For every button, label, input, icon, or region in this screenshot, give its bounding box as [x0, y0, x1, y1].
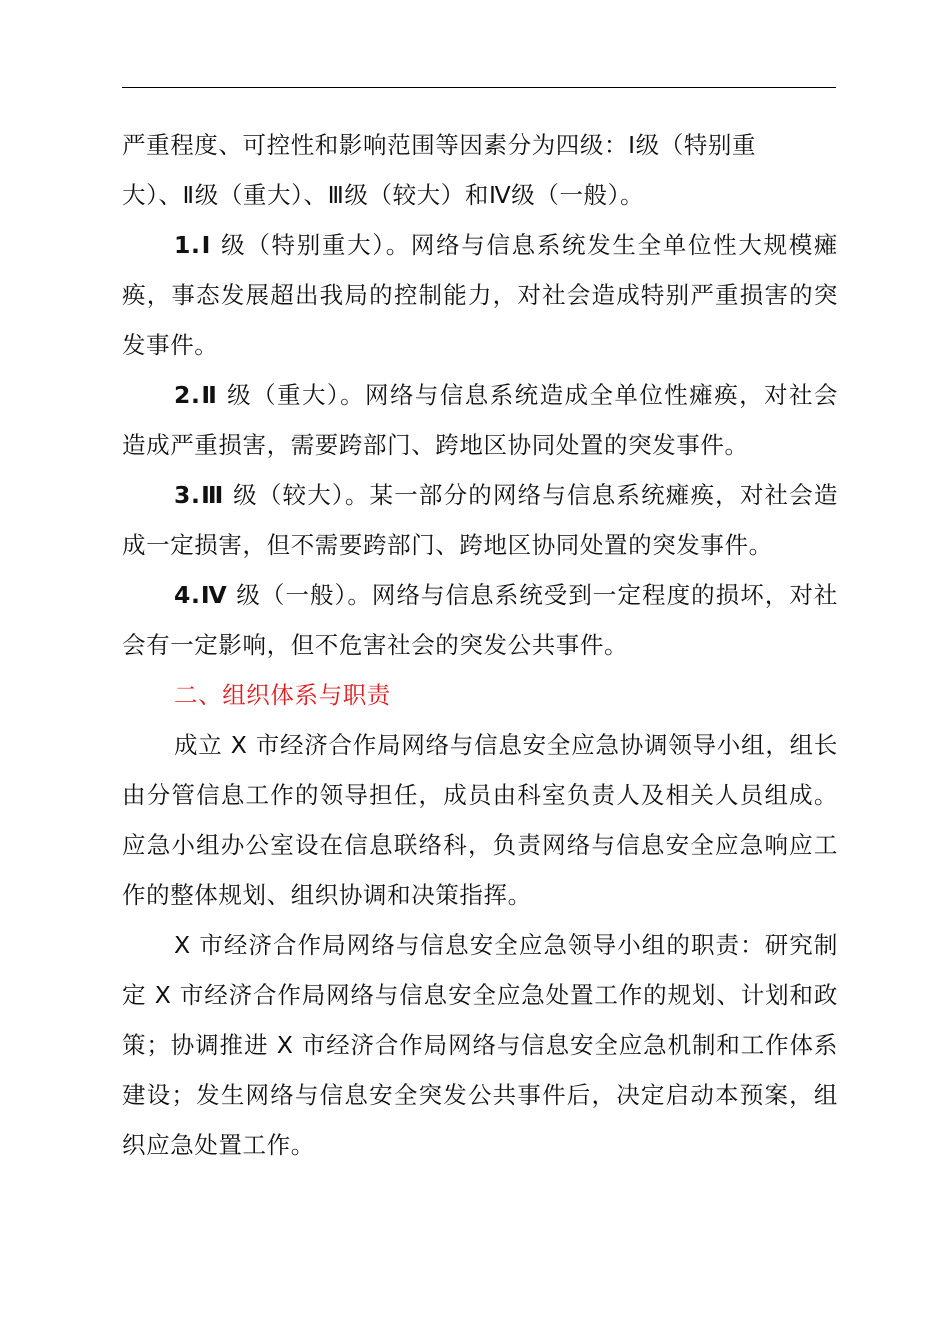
item-number: 3.Ⅲ	[174, 481, 225, 509]
body-paragraph: X 市经济合作局网络与信息安全应急领导小组的职责：研究制定 X 市经济合作局网络与信息安全应急处置工作的规划、计划和政策；协调推进 X 市经济合作局网络与信息安全应急机制和工作体系建设；发生网络与信息安全突发公共事件后，决定启动本预案，组织应急处置工作。	[122, 931, 838, 1159]
paragraph-continuation	[122, 120, 838, 220]
text-line: 大）、Ⅱ级（重大）、Ⅲ级（较大）和Ⅳ级（一般）。	[122, 181, 645, 209]
item-number: 1.Ⅰ	[174, 231, 212, 259]
item-number: 2.Ⅱ	[174, 381, 219, 409]
level-item-1	[122, 220, 838, 370]
section-heading: 二、组织体系与职责	[174, 681, 391, 709]
level-item-2	[122, 370, 838, 470]
item-number: 4.Ⅳ	[174, 581, 228, 609]
level-item-3	[122, 470, 838, 570]
item-text: 级（一般）。网络与信息系统受到一定程度的损坏，对社会有一定影响，但不危害社会的突发公共事件。	[122, 581, 838, 659]
item-text: 级（较大）。某一部分的网络与信息系统瘫痪，对社会造成一定损害，但不需要跨部门、跨地区协同处置的突发事件。	[122, 481, 839, 559]
level-item-4	[122, 570, 838, 670]
header-rule	[122, 87, 836, 88]
document-body	[122, 120, 838, 1170]
body-paragraph: 成立 X 市经济合作局网络与信息安全应急协调领导小组，组长由分管信息工作的领导担任，成员由科室负责人及相关人员组成。应急小组办公室设在信息联络科，负责网络与信息安全应急响应工作的整体规划、组织协调和决策指挥。	[122, 731, 838, 909]
text-line: 严重程度、可控性和影响范围等因素分为四级：Ⅰ级（特别重	[122, 131, 757, 159]
item-text: 级（重大）。网络与信息系统造成全单位性瘫痪，对社会造成严重损害，需要跨部门、跨地区协同处置的突发事件。	[122, 381, 839, 459]
item-text: 级（特别重大）。网络与信息系统发生全单位性大规模瘫痪，事态发展超出我局的控制能力，对社会造成特别严重损害的突发事件。	[122, 231, 839, 359]
